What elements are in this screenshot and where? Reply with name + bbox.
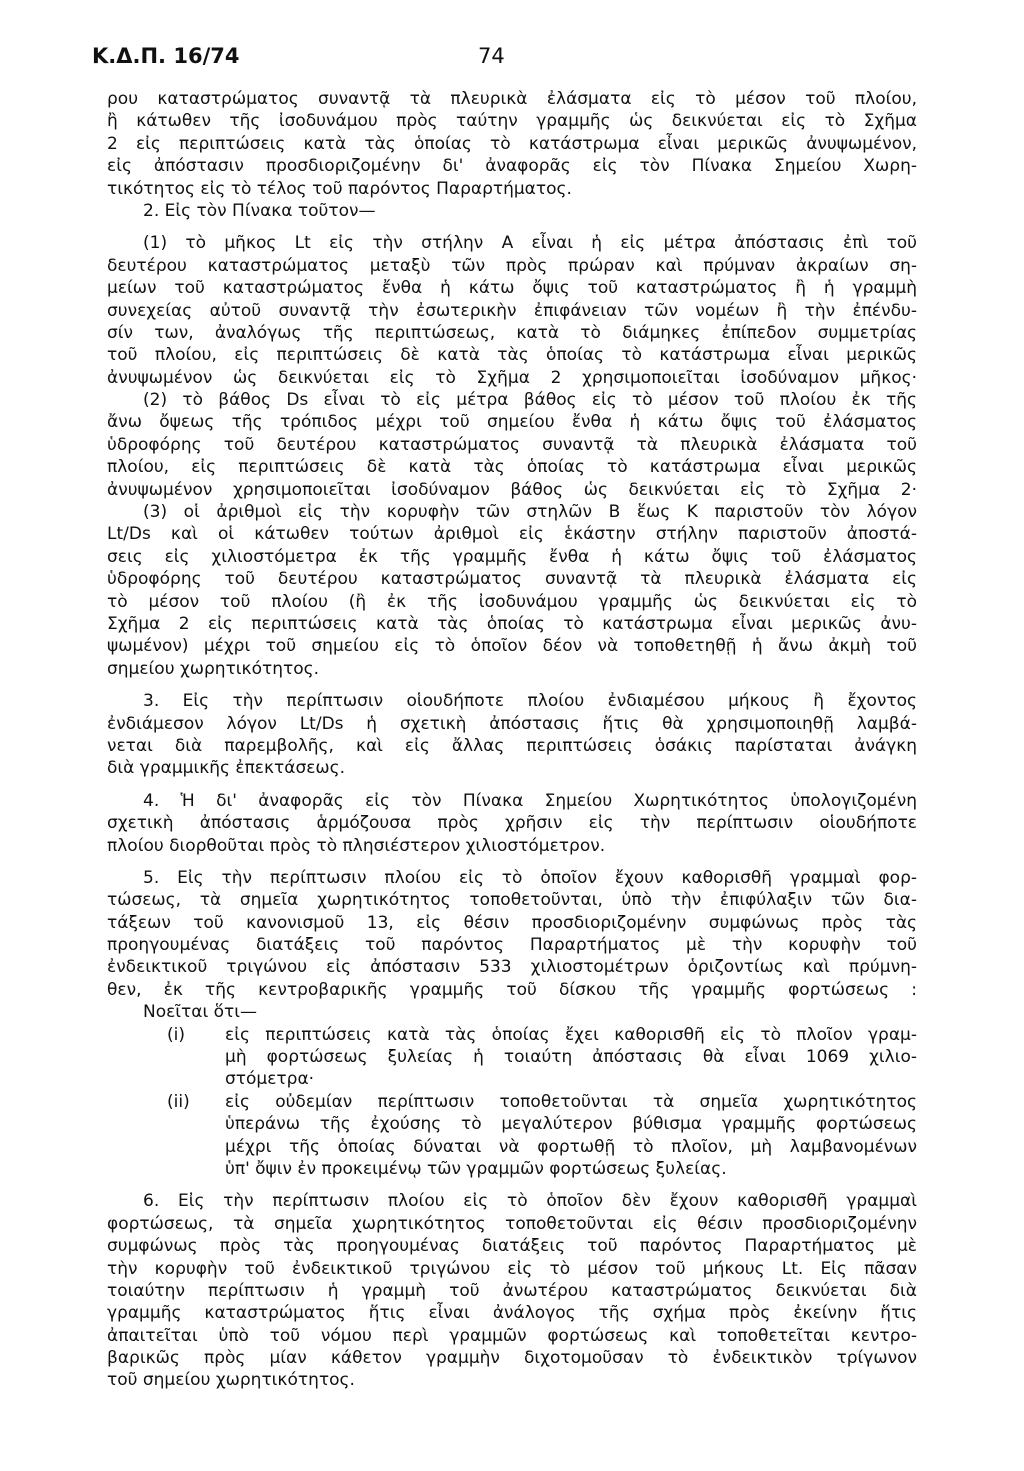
text-line: συνεχείας αὐτοῦ συναντᾷ τὴν ἐσωτερικὴν ἐπιφάνειαν τῶν νομέων ἢ τὴν ἐπένδυ- — [107, 300, 917, 321]
text-line: ὑπ' ὄψιν ἐν προκειμένῳ τῶν γραμμῶν φορτώσεως ξυλείας. — [225, 1158, 727, 1179]
text-line: προηγουμένας διατάξεις τοῦ παρόντος Παραρτήματος μὲ τὴν κορυφὴν τοῦ — [107, 935, 917, 956]
paragraph-start: 3. Εἰς τὴν περίπτωσιν οἱουδήποτε πλοίου ἐνδιαμέσου μήκους ἢ ἔχοντος — [143, 691, 917, 712]
text-line: φορτώσεως, τὰ σημεῖα χωρητικότητος τοποθετοῦνται εἰς θέσιν προσδιοριζομένην — [107, 1213, 917, 1234]
text-line: μέχρι τῆς ὁποίας δύναται νὰ φορτωθῇ τὸ πλοῖον, μὴ λαμβανομένων — [225, 1136, 917, 1157]
page-header — [0, 40, 1024, 80]
section-heading-2: 2. Εἰς τὸν Πίνακα τοῦτον— — [143, 200, 376, 221]
text-line: βαρικῶς πρὸς μίαν κάθετον γραμμὴν διχοτομοῦσαν τὸ ἐνδεικτικὸν τρίγωνον — [107, 1348, 917, 1369]
proviso-item-i — [107, 1024, 917, 1046]
proviso-item-ii — [107, 1091, 917, 1113]
text-line: 2 εἰς περιπτώσεις κατὰ τὰς ὁποίας τὸ κατάστρωμα εἶναι μερικῶς ἀνυψωμένον, — [107, 133, 917, 154]
paragraph-start: 5. Εἰς τὴν περίπτωσιν πλοίου εἰς τὸ ὁποῖον ἔχουν καθορισθῆ γραμμαὶ φορ- — [143, 867, 917, 888]
paragraph-start: (2) τὸ βάθος Ds εἶναι τὸ εἰς μέτρα βάθος εἰς τὸ μέσον τοῦ πλοίου ἐκ τῆς — [143, 390, 917, 411]
text-line: γραμμῆς καταστρώματος ἥτις εἶναι ἀνάλογος τῆς σχήμα πρὸς ἐκείνην ἥτις — [107, 1303, 917, 1324]
paragraph-start: (3) οἱ ἀριθμοὶ εἰς τὴν κορυφὴν τῶν στηλῶν Β ἕως Κ παριστοῦν τὸν λόγον — [143, 502, 917, 523]
document-reference: Κ.Δ.Π. 16/74 — [92, 44, 240, 68]
text-line: μὴ φορτώσεως ξυλείας ἡ τοιαύτη ἀπόστασις θὰ εἶναι 1069 χιλιο- — [225, 1047, 917, 1068]
text-line: συμφώνως πρὸς τὰς προηγουμένας διατάξεις τοῦ παρόντος Παραρτήματος μὲ — [107, 1236, 917, 1257]
text-line: Σχῆμα 2 εἰς περιπτώσεις κατὰ τὰς ὁποίας τὸ κατάστρωμα εἶναι μερικῶς ἀνυ- — [107, 613, 917, 634]
text-line: ρου καταστρώματος συναντᾷ τὰ πλευρικὰ ἐλάσματα εἰς τὸ μέσον τοῦ πλοίου, — [107, 89, 917, 109]
item-label: (i) — [167, 1024, 185, 1045]
page-number: 74 — [478, 44, 505, 68]
paragraph-start: 6. Εἰς τὴν περίπτωσιν πλοίου εἰς τὸ ὁποῖον δὲν ἔχουν καθορισθῆ γραμμαὶ — [143, 1191, 917, 1212]
text-line: τικότητος εἰς τὸ τέλος τοῦ παρόντος Παραρτήματος. — [107, 178, 572, 199]
paragraph-start: 4. Ἡ δι' ἀναφορᾶς εἰς τὸν Πίνακα Σημείου Χωρητικότητος ὑπολογιζομένη — [143, 790, 917, 811]
text-line: σεις εἰς χιλιοστόμετρα ἐκ τῆς γραμμῆς ἔνθα ἡ κάτω ὄψις τοῦ ἐλάσματος — [107, 546, 917, 567]
text-line: πλοίου, εἰς περιπτώσεις δὲ κατὰ τὰς ὁποίας τὸ κατάστρωμα εἶναι μερικῶς — [107, 457, 917, 478]
text-line: τὸ μέσον τοῦ πλοίου (ἢ ἐκ τῆς ἰσοδυνάμου γραμμῆς ὡς δεικνύεται εἰς τὸ — [107, 591, 917, 612]
text-line: σημείου χωρητικότητος. — [107, 658, 320, 679]
text-line: μείων τοῦ καταστρώματος ἔνθα ἡ κάτω ὄψις τοῦ καταστρώματος ἢ ἡ γραμμὴ — [107, 278, 917, 299]
document-body — [107, 88, 917, 1392]
text-line: διὰ γραμμικῆς ἐπεκτάσεως. — [107, 758, 346, 779]
text-line: νεται διὰ παρεμβολῆς, καὶ εἰς ἄλλας περιπτώσεις ὁσάκις παρίσταται ἀνάγκη — [107, 735, 917, 756]
text-line: Lt/Ds καὶ οἱ κάτωθεν τούτων ἀριθμοὶ εἰς ἑκάστην στήλην παριστοῦν ἀποστά- — [107, 524, 917, 545]
text-line: τοῦ πλοίου, εἰς περιπτώσεις δὲ κατὰ τὰς ὁποίας τὸ κατάστρωμα εἶναι μερικῶς — [107, 345, 917, 366]
text-line: τώσεως, τὰ σημεῖα χωρητικότητος τοποθετοῦνται, ὑπὸ τὴν ἐπιφύλαξιν τῶν δια- — [107, 890, 917, 911]
text-line: πλοίου διορθοῦται πρὸς τὸ πλησιέστερον χιλιοστόμετρον. — [107, 835, 606, 856]
text-line: σίν των, ἀναλόγως τῆς περιπτώσεως, κατὰ τὸ διάμηκες ἐπίπεδον συμμετρίας — [107, 322, 917, 343]
text-line: εἰς οὐδεμίαν περίπτωσιν τοποθετοῦνται τὰ σημεῖα χωρητικότητος — [225, 1091, 917, 1112]
text-line: ἀνυψωμένον χρησιμοποιεῖται ἰσοδύναμον βάθος ὡς δεικνύεται εἰς τὸ Σχῆμα 2· — [107, 479, 917, 500]
text-line: τὴν κορυφὴν τοῦ ἐνδεικτικοῦ τριγώνου εἰς τὸ μέσον τοῦ μήκους Lt. Εἰς πᾶσαν — [107, 1258, 917, 1279]
text-line: ψωμένον) μέχρι τοῦ σημείου εἰς τὸ ὁποῖον δέον νὰ τοποθετηθῇ ἡ ἄνω ἀκμὴ τοῦ — [107, 636, 917, 657]
text-line: ἄνω ὄψεως τῆς τρόπιδος μέχρι τοῦ σημείου ἔνθα ἡ κάτω ὄψις τοῦ ἐλάσματος — [107, 412, 917, 433]
proviso-heading: Νοεῖται ὅτι— — [143, 1002, 258, 1023]
text-line: εἰς περιπτώσεις κατὰ τὰς ὁποίας ἔχει καθορισθῆ εἰς τὸ πλοῖον γραμ- — [225, 1024, 917, 1045]
text-line: δευτέρου καταστρώματος μεταξὺ τῶν πρὸς πρώραν καὶ πρύμναν ἀκραίων ση- — [107, 255, 917, 276]
text-line: εἰς ἀπόστασιν προσδιοριζομένην δι' ἀναφορᾶς εἰς τὸν Πίνακα Σημείου Χωρη- — [107, 156, 917, 177]
text-line: ἀνυψωμένον ὡς δεικνύεται εἰς τὸ Σχῆμα 2 χρησιμοποιεῖται ἰσοδύναμον μῆκος· — [107, 367, 917, 388]
text-line: σχετικὴ ἀπόστασις ἁρμόζουσα πρὸς χρῆσιν εἰς τὴν περίπτωσιν οἱουδήποτε — [107, 813, 917, 834]
text-line: ἐνδιάμεσον λόγον Lt/Ds ἡ σχετικὴ ἀπόστασις ἥτις θὰ χρησιμοποιηθῇ λαμβά- — [107, 713, 917, 734]
text-line: στόμετρα· — [225, 1069, 315, 1090]
text-line: ἢ κάτωθεν τῆς ἰσοδυνάμου πρὸς ταύτην γραμμῆς ὡς δεικνύεται εἰς τὸ Σχῆμα — [107, 111, 917, 132]
text-line: θεν, ἐκ τῆς κεντροβαρικῆς γραμμῆς τοῦ δίσκου τῆς γραμμῆς φορτώσεως : — [107, 979, 917, 1000]
text-line: ἐνδεικτικοῦ τριγώνου εἰς ἀπόστασιν 533 χιλιοστομέτρων ὁριζοντίως καὶ πρύμνη- — [107, 957, 917, 978]
text-line: τοῦ σημείου χωρητικότητος. — [107, 1370, 355, 1391]
text-line: ἀπαιτεῖται ὑπὸ τοῦ νόμου περὶ γραμμῶν φορτώσεως καὶ τοποθετεῖται κεντρο- — [107, 1325, 917, 1346]
item-label: (ii) — [167, 1091, 190, 1112]
text-line: ὑπεράνω τῆς ἐχούσης τὸ μεγαλύτερον βύθισμα γραμμῆς φορτώσεως — [225, 1114, 917, 1135]
text-line: τοιαύτην περίπτωσιν ἡ γραμμὴ τοῦ ἀνωτέρου καταστρώματος δεικνύεται διὰ — [107, 1280, 917, 1301]
text-line: ὑδροφόρης τοῦ δευτέρου καταστρώματος συναντᾷ τὰ πλευρικὰ ἐλάσματα τοῦ — [107, 434, 917, 455]
text-line: τάξεων τοῦ κανονισμοῦ 13, εἰς θέσιν προσδιοριζομένην συμφώνως πρὸς τὰς — [107, 912, 917, 933]
text-line: ὑδροφόρης τοῦ δευτέρου καταστρώματος συναντᾷ τὰ πλευρικὰ ἐλάσματα εἰς — [107, 569, 917, 590]
paragraph-start: (1) τὸ μῆκος Lt εἰς τὴν στήλην Α εἶναι ἡ εἰς μέτρα ἀπόστασις ἐπὶ τοῦ — [143, 233, 917, 254]
